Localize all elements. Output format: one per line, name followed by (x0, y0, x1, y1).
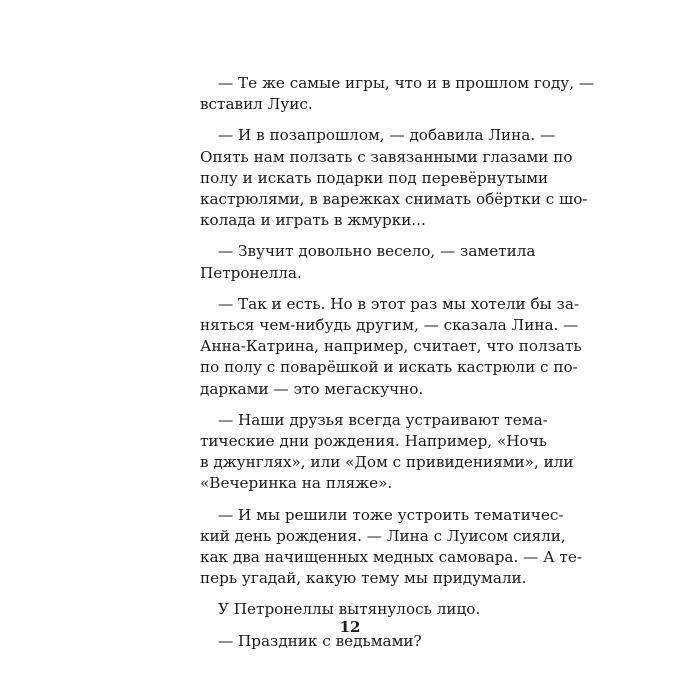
text-line: — Те же самые игры, что и в прошлом году, — (218, 74, 595, 92)
text-line: — И мы решили тоже устроить тематичес- (218, 505, 564, 524)
text-line: вставил Луис. (200, 95, 313, 114)
text-line: Опять нам ползать с завязанными глазами по (200, 147, 573, 166)
page-number: 12 (339, 618, 361, 636)
paragraph (200, 294, 582, 400)
text-line: полу и искать подарки под перевёрнутыми (200, 168, 549, 187)
body-text (200, 73, 595, 662)
paragraph (200, 125, 588, 231)
text-line: перь угадай, какую тему мы придумали. (200, 569, 527, 588)
text-line: — Звучит довольно весело, — заметила (218, 242, 536, 261)
paragraph (200, 241, 536, 283)
paragraph (200, 73, 595, 115)
text-line: кастрюлями, в варежках снимать обёртки с шо- (200, 190, 588, 209)
text-line: в джунглях», или «Дом с привидениями», или (200, 453, 574, 472)
text-line: У Петронеллы вытянулось лицо. (218, 600, 481, 619)
text-line: колада и играть в жмурки... (200, 211, 426, 230)
text-line: — Так и есть. Но в этот раз мы хотели бы за- (218, 294, 580, 313)
text-line: кий день рождения. — Лина с Луисом сияли, (200, 526, 566, 545)
text-line: по полу с поварёшкой и искать кастрюли с по- (200, 358, 578, 377)
paragraph (200, 505, 583, 590)
text-line: няться чем-нибудь другим, — сказала Лина. — (200, 316, 579, 335)
text-line: Анна-Катрина, например, считает, что ползать (200, 337, 582, 356)
text-line: дарками — это мегаскучно. (200, 379, 424, 398)
text-line: Петронелла. (200, 263, 302, 282)
paragraph (200, 410, 574, 495)
text-line: тические дни рождения. Например, «Ночь (200, 432, 548, 451)
text-line: — Праздник с ведьмами? (218, 631, 422, 650)
text-line: «Вечеринка на пляже». (200, 474, 393, 493)
text-line: как два начищенных медных самовара. — А те- (200, 548, 583, 567)
text-line: — Наши друзья всегда устраивают тема- (218, 410, 548, 429)
text-line: — И в позапрошлом, — добавила Лина. — (218, 126, 556, 145)
